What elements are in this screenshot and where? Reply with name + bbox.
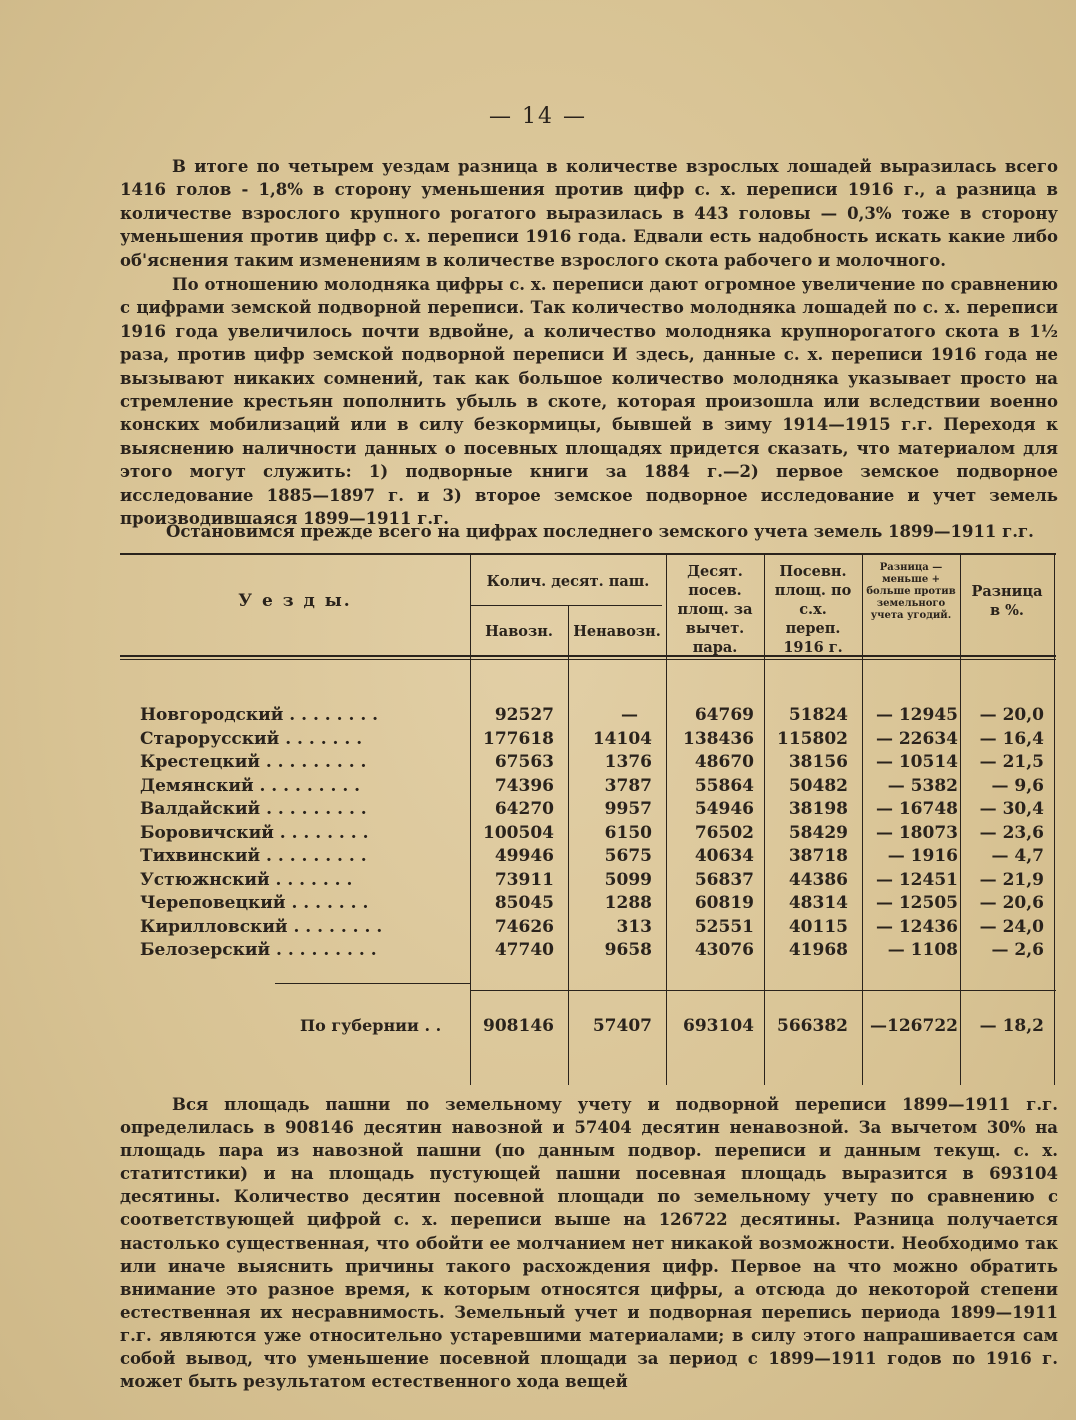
table-row bbox=[120, 893, 1056, 916]
cell-pct: — 9,6 bbox=[991, 775, 1044, 796]
cell-manured: 74396 bbox=[494, 775, 554, 796]
cell-diff: — 12436 bbox=[875, 916, 958, 937]
cell-census: 38198 bbox=[788, 799, 848, 819]
district-name: Белозерский . . . . . . . . . bbox=[140, 940, 377, 960]
district-name: Валдайский . . . . . . . . . bbox=[140, 799, 367, 819]
district-name: Демянский . . . . . . . . . bbox=[140, 775, 361, 796]
header-difference: Разница — меньше + больше против земельного учета угодий. bbox=[866, 562, 956, 621]
header-difference-pct: Разница в %. bbox=[971, 583, 1043, 619]
total-rule-right bbox=[470, 990, 1056, 991]
cell-census: 50482 bbox=[788, 775, 848, 796]
header-sown-1916: Посевн. площ. по с.х. переп. 1916 г. bbox=[774, 563, 852, 656]
cell-census: 115802 bbox=[777, 728, 848, 749]
cell-sown: 40634 bbox=[694, 846, 754, 866]
subheader-rule bbox=[470, 605, 662, 606]
table-row bbox=[120, 917, 1056, 940]
header-sown-minus-fallow: Десят. посев. площ. за вычет. пара. bbox=[677, 563, 753, 656]
cell-diff: — 1916 bbox=[887, 846, 958, 866]
district-name: Устюжнский . . . . . . . bbox=[140, 869, 353, 890]
cell-manured: 74626 bbox=[494, 916, 554, 937]
table-row bbox=[120, 940, 1056, 963]
cell-census: 41968 bbox=[788, 940, 848, 960]
district-name: Новгородский . . . . . . . . bbox=[140, 705, 379, 725]
cell-diff: — 10514 bbox=[875, 752, 958, 772]
cell-census: 38718 bbox=[788, 846, 848, 866]
cell-unmanured: 313 bbox=[616, 916, 652, 937]
total-label: По губернии . . bbox=[300, 1016, 442, 1035]
cell-sown: 138436 bbox=[683, 728, 754, 749]
cell-diff: — 18073 bbox=[875, 822, 958, 843]
cell-sown: 55864 bbox=[694, 775, 754, 796]
cell-pct: — 20,6 bbox=[979, 893, 1044, 913]
cell-pct: — 30,4 bbox=[979, 799, 1044, 819]
cell-census: 566382 bbox=[777, 1016, 848, 1036]
cell-pct: — 24,0 bbox=[979, 916, 1044, 937]
paragraph: По отношению молодняка цифры с. х. переписи дают огромное увеличение по сравнению с цифрами земской подворной переписи. Так количество молодняка лошадей по с. х. переписи 1916 года увеличилось почти вдвойне, а количество молодняка крупнорогатого скота в 1½ раза, против цифр земской подворной переписи И здесь, данные с. х. переписи 1916 года не вызывают никаких сомнений, так как большое количество молодняка указывает просто на стремление крестьян пополнить убыль в скоте, которая произошла или вследствии военно конских мобилизаций или в силу безкормицы, бывшей в зиму 1914—1915 г.г. Переходя к выяснению наличности данных о посевных площадях придется сказать, что материалом для этого могут служить: 1) подворные книги за 1884 г.—2) первое земское подворное исследование 1885—1897 г. и 3) второе земское подворное исследование и учет земель производившаяся 1899—1911 г.г. bbox=[120, 275, 1058, 529]
cell-unmanured: 3787 bbox=[604, 775, 652, 796]
cell-sown: 64769 bbox=[694, 705, 754, 725]
intro-text bbox=[120, 155, 1058, 531]
cell-unmanured: 6150 bbox=[604, 822, 652, 843]
cell-sown: 48670 bbox=[694, 752, 754, 772]
district-name: Крестецкий . . . . . . . . . bbox=[140, 752, 367, 772]
cell-sown: 56837 bbox=[694, 869, 754, 890]
cell-diff: — 12451 bbox=[875, 869, 958, 890]
header-unmanured: Ненавозн. bbox=[573, 623, 661, 640]
cell-pct: — 18,2 bbox=[979, 1016, 1044, 1036]
cell-unmanured: 5675 bbox=[604, 846, 652, 866]
cell-census: 40115 bbox=[788, 916, 848, 937]
header-rule bbox=[120, 655, 1056, 657]
cell-pct: — 4,7 bbox=[991, 846, 1044, 866]
cell-manured: 67563 bbox=[494, 752, 554, 772]
total-rule bbox=[275, 983, 470, 984]
district-name: Боровичский . . . . . . . . bbox=[140, 822, 369, 843]
cell-pct: — 23,6 bbox=[979, 822, 1044, 843]
table-total-row bbox=[120, 1016, 1056, 1039]
header-manured: Навозн. bbox=[485, 623, 553, 640]
table-row bbox=[120, 776, 1056, 799]
cell-diff: — 12945 bbox=[875, 705, 958, 725]
page-number: — 14 — bbox=[489, 104, 587, 129]
cell-diff: — 22634 bbox=[875, 728, 958, 749]
cell-manured: 49946 bbox=[494, 846, 554, 866]
cell-unmanured: 1288 bbox=[604, 893, 652, 913]
table-row bbox=[120, 799, 1056, 822]
cell-pct: — 21,9 bbox=[979, 869, 1044, 890]
table-lead-text: Остановимся прежде всего на цифрах последнего земского учета земель 1899—1911 г.г. bbox=[166, 522, 1034, 541]
header-arable-group: Колич. десят. паш. bbox=[486, 573, 650, 590]
cell-unmanured: 9658 bbox=[604, 940, 652, 960]
table-row bbox=[120, 705, 1056, 728]
table-row bbox=[120, 846, 1056, 869]
cell-census: 44386 bbox=[788, 869, 848, 890]
cell-diff: — 12505 bbox=[875, 893, 958, 913]
cell-diff: — 5382 bbox=[887, 775, 958, 796]
district-name: Тихвинский . . . . . . . . . bbox=[140, 846, 367, 866]
table-row bbox=[120, 823, 1056, 846]
table-top-rule bbox=[120, 553, 1056, 555]
cell-diff: —126722 bbox=[870, 1016, 958, 1036]
cell-pct: — 2,6 bbox=[991, 940, 1044, 960]
cell-census: 51824 bbox=[788, 705, 848, 725]
data-table bbox=[120, 550, 1056, 1090]
cell-sown: 43076 bbox=[694, 940, 754, 960]
cell-sown: 60819 bbox=[694, 893, 754, 913]
cell-manured: 177618 bbox=[483, 728, 554, 749]
header-district: У е з д ы. bbox=[238, 591, 352, 611]
cell-manured: 47740 bbox=[494, 940, 554, 960]
district-name: Старорусский . . . . . . . bbox=[140, 728, 363, 749]
cell-pct: — 20,0 bbox=[979, 705, 1044, 725]
cell-unmanured: 14104 bbox=[592, 728, 652, 749]
closing-text bbox=[120, 1093, 1058, 1393]
table-row bbox=[120, 729, 1056, 752]
cell-manured: 100504 bbox=[483, 822, 554, 843]
paragraph: В итоге по четырем уездам разница в количестве взрослых лошадей выразилась всего 1416 голов - 1,8% в сторону уменьшения против цифр с. х. переписи 1916 г., а разница в количестве взрослого крупного рогатого выразилась в 443 головы — 0,3% тоже в сторону уменьшения против цифр с. х. переписи 1916 года. Едвали есть надобность искать какие либо об'яснения таким изменениям в количестве взрослого скота рабочего и молочного. bbox=[120, 157, 1058, 270]
cell-unmanured: 5099 bbox=[604, 869, 652, 890]
cell-manured: 64270 bbox=[494, 799, 554, 819]
cell-manured: 908146 bbox=[483, 1016, 554, 1036]
cell-unmanured: — bbox=[621, 705, 638, 725]
paragraph: Вся площадь пашни по земельному учету и подворной переписи 1899—1911 г.г. определилась в 908146 десятин навозной и 57404 десятин ненавозной. За вычетом 30% на площадь пара из навозной пашни (по данным подвор. переписи и данным текущ. с. х. статитстики) и на площадь пустующей пашни посевная площадь выразится в 693104 десятины. Количество десятин посевной площади по земельному учету по сравнению с соответствующей цифрой с. х. переписи выше на 126722 десятины. Разница получается настолько существенная, что обойти ее молчанием нет никакой возможности. Необходимо так или иначе выяснить причины такого расхождения цифр. Первое на что можно обратить внимание это разное время, к которым относятся цифры, а отсюда до некоторой степени естественная их несравнимость. Земельный учет и подворная перепись периода 1899—1911 г.г. являются уже относительно устаревшими материалами; в силу этого напрашивается сам собой вывод, что уменьшение посевной площади за период с 1899—1911 годов по 1916 г. может быть результатом естественного хода вещей bbox=[120, 1095, 1058, 1392]
cell-census: 48314 bbox=[788, 893, 848, 913]
cell-sown: 52551 bbox=[694, 916, 754, 937]
cell-sown: 693104 bbox=[683, 1016, 754, 1036]
cell-unmanured: 1376 bbox=[604, 752, 652, 772]
cell-unmanured: 57407 bbox=[592, 1016, 652, 1036]
cell-manured: 92527 bbox=[494, 705, 554, 725]
cell-unmanured: 9957 bbox=[604, 799, 652, 819]
cell-pct: — 16,4 bbox=[979, 728, 1044, 749]
district-name: Череповецкий . . . . . . . bbox=[140, 893, 369, 913]
cell-census: 58429 bbox=[788, 822, 848, 843]
cell-sown: 76502 bbox=[694, 822, 754, 843]
table-row bbox=[120, 752, 1056, 775]
cell-diff: — 1108 bbox=[887, 940, 958, 960]
cell-manured: 73911 bbox=[494, 869, 554, 890]
cell-pct: — 21,5 bbox=[979, 752, 1044, 772]
table-row bbox=[120, 870, 1056, 893]
cell-manured: 85045 bbox=[494, 893, 554, 913]
district-name: Кирилловский . . . . . . . . bbox=[140, 916, 383, 937]
cell-diff: — 16748 bbox=[875, 799, 958, 819]
cell-sown: 54946 bbox=[694, 799, 754, 819]
cell-census: 38156 bbox=[788, 752, 848, 772]
header-rule-double bbox=[120, 659, 1056, 660]
